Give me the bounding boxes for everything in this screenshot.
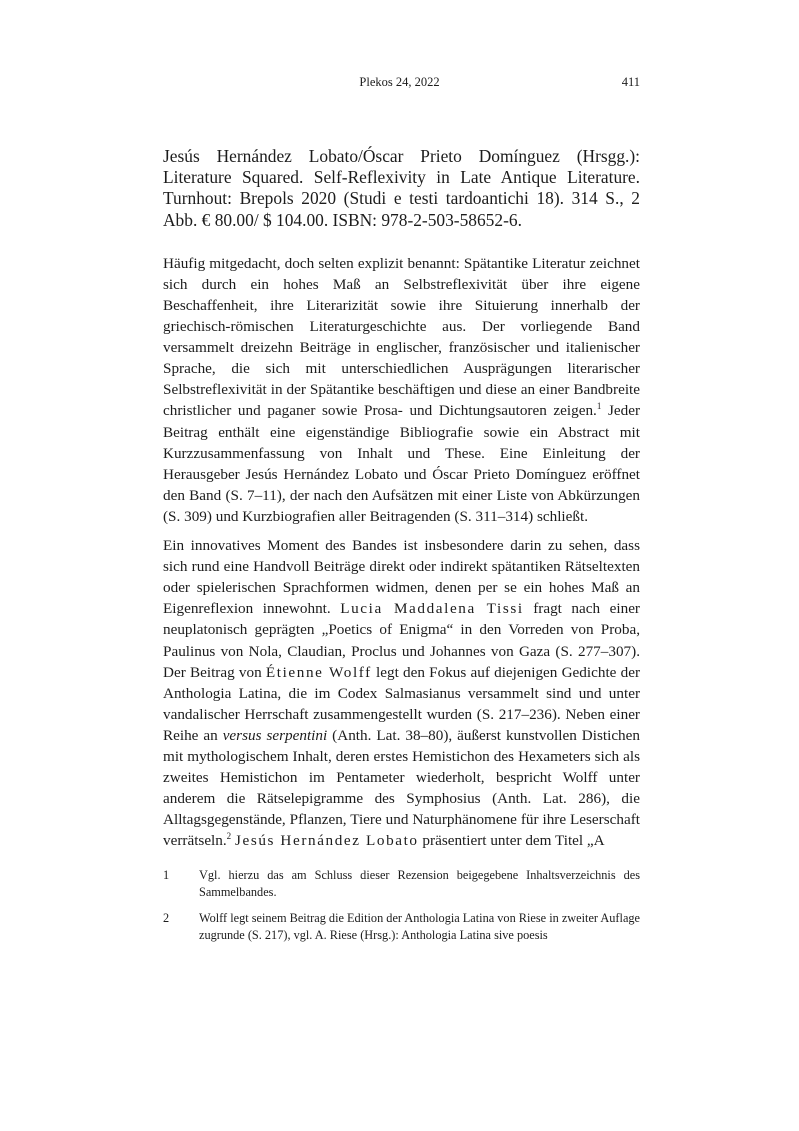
journal-title: Plekos 24, 2022 — [359, 75, 440, 89]
footnote-number: 2 — [163, 911, 170, 926]
paragraph-text: Häufig mitgedacht, doch selten explizit benannt: Spätantike Literatur zeichnet sich durch ein hohes Maß an Selbstreflexivität über ihre eigene Beschaffenheit, ihre Literarizität sowie ihre Situierung innerhalb der griechisch-römischen Literaturgeschichte aus. Der vorliegende Band versammelt dreizehn Beiträge in englischer, französischer und italienischer Sprache, die sich mit unterschiedlichen Ausprägungen literarischer Selbstreflexivität in der Spätantike beschäftigen und diese an einer Bandbreite christlicher und paganer sowie Prosa- und Dichtungsautoren zeigen. — [163, 254, 640, 420]
bibliographic-entry: Jesús Hernández Lobato/Óscar Prieto Domínguez (Hrsgg.): Literature Squared. Self-Reflexivity in Late Antique Literature. Turnhout: Brepols 2020 (Studi e testi tardoantichi 18). 314 S., 2 Abb. € 80.00/ $ 104.00. ISBN: 978-2-503-58652-6. — [163, 146, 640, 230]
footnote-text: Vgl. hierzu das am Schluss dieser Rezension beigegebene Inhaltsverzeichnis des Sammelbandes. — [199, 868, 640, 900]
author-name: Lucia Maddalena Tissi — [340, 600, 524, 618]
author-name: Jesús Hernández Lobato — [234, 832, 419, 850]
footnote-reference-2: 2 — [226, 831, 232, 842]
running-head — [0, 75, 799, 93]
footnote — [163, 910, 640, 944]
paragraph-text: präsentiert unter dem Titel „A — [418, 832, 605, 850]
review-body — [163, 146, 640, 953]
paragraph-text: (Anth. Lat. 38–80), äußerst kunstvollen Distichen mit mythologischem Inhalt, deren erstes Hemistichon des Hexameters sich als zweites Hemistichon im Pentameter wiederholt, bespricht Wolff unter anderem die Rätselepigramme des Symphosius (Anth. Lat. 286), die Alltagsgegenstände, Pflanzen, Tiere und Naturphänomene für ihre Leserschaft verrätseln. — [163, 726, 640, 850]
footnote-text: Wolff legt seinem Beitrag die Edition der Anthologia Latina von Riese in zweiter Auflage zugrunde (S. 217), vgl. A. Riese (Hrsg.): Anthologia Latina sive poesis — [199, 911, 641, 943]
footnote-reference-1: 1 — [596, 401, 602, 412]
paragraph-text: legt den Fokus auf diejenigen Gedichte der Anthologia Latina, die im Codex Salmasianus versammelt sind und unter vandalischer Herrschaft zusammengestellt wurden (S. 217–236). Neben einer Reihe an — [163, 663, 641, 744]
footnote — [163, 867, 640, 901]
paragraph-text: Jeder Beitrag enthält eine eigenständige Bibliografie sowie ein Abstract mit Kurzzusammenfassung von Inhalt und These. Eine Einleitung der Herausgeber Jesús Hernández Lobato und Óscar Prieto Domínguez eröffnet den Band (S. 7–11), der nach den Aufsätzen mit einer Liste von Abkürzungen (S. 309) und Kurzbiografien aller Beitragenden (S. 311–314) schließt. — [163, 402, 640, 525]
paragraph-riddle-contributions — [163, 535, 640, 851]
footnotes — [163, 867, 640, 944]
paragraph-introduction — [163, 253, 640, 527]
paragraph-text: Ein innovatives Moment des Bandes ist insbesondere darin zu sehen, dass sich rund eine Handvoll Beiträge direkt oder indirekt spätantiken Rätseltexten oder spielerischen Sprachformen widmen, denen per se ein hohes Maß an Eigenreflexion innewohnt. — [163, 537, 640, 618]
paragraph-text: fragt nach einer neuplatonisch geprägten „Poetics of Enigma“ in den Vorreden von Proba, Paulinus von Nola, Claudian, Proclus und Johannes von Gaza (S. 277–307). Der Beitrag von — [163, 600, 640, 681]
footnote-number: 1 — [163, 868, 170, 883]
italic-term: versus serpentini — [222, 726, 328, 744]
author-name: Étienne Wolff — [265, 663, 372, 681]
page-number: 411 — [621, 75, 640, 89]
